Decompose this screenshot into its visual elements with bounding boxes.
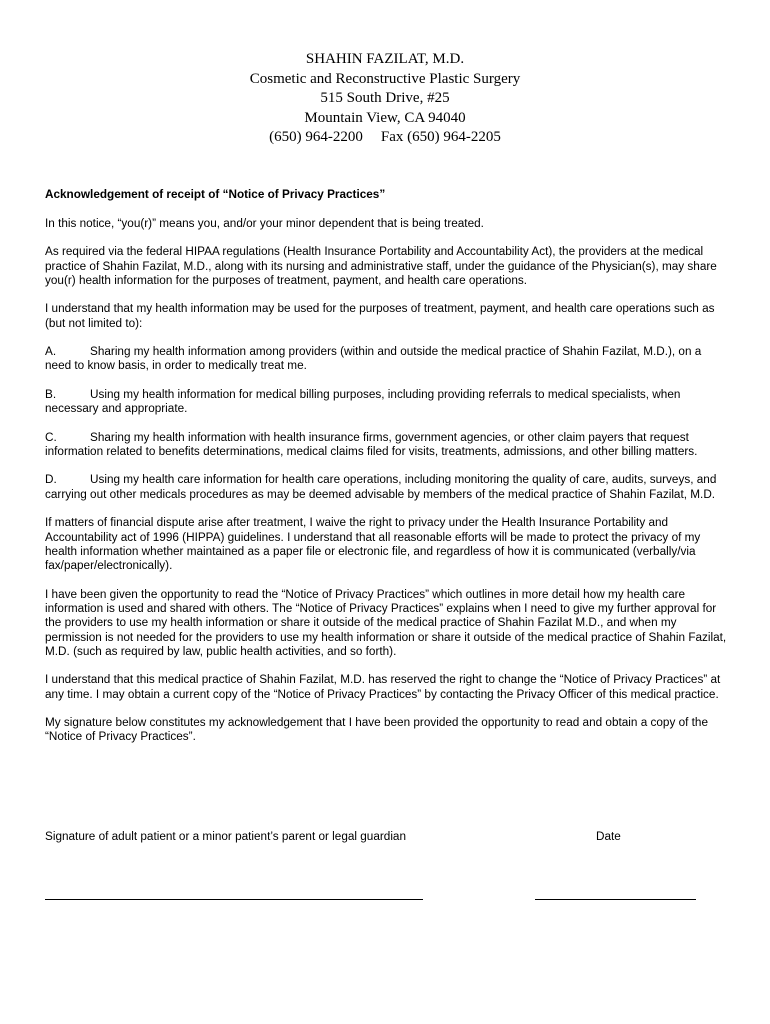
list-item-letter: D. (45, 473, 57, 487)
signature-label: Signature of adult patient or a minor patient’s parent or legal guardian (45, 830, 407, 843)
practice-specialty: Cosmetic and Reconstructive Plastic Surgery (249, 70, 521, 87)
list-item-text: Sharing my health information with health insurance firms, government agencies, or other claim payers that request information related to benefits determinations, medical claims filed for visits, treatments, admissions, and other billing matters. (45, 430, 698, 458)
list-item-text: Sharing my health information among providers (within and outside the medical practice of Shahin Fazilat, M.D.), on a need to know basis, in order to medically treat me. (45, 345, 702, 373)
fax-number: Fax (650) 964-2205 (380, 129, 501, 145)
right-to-change-paragraph: I understand that this medical practice of Shahin Fazilat, M.D. has reserved the right to change the “Notice of Privacy Practices” at any time. I may obtain a current copy of the “Notice of Privacy Practices” by contacting the Privacy Officer of this medical practice. (45, 673, 721, 701)
physician-name: SHAHIN FAZILAT, M.D. (305, 51, 465, 67)
signature-line[interactable] (45, 899, 423, 900)
signature-statement-paragraph: My signature below constitutes my acknowledgement that I have been provided the opportunity to read and obtain a copy of the “Notice of Privacy Practices”. (45, 716, 708, 744)
document-body (45, 188, 727, 759)
notice-opportunity-paragraph: I have been given the opportunity to read the “Notice of Privacy Practices” which outlines in more detail how my health care information is used and shared with others. The “Notice of Privacy Practices” explains when I need to give my further approval for the providers to use my health information or share it outside of the medical practice of Shahin Fazilat M.D., and when my permission is not needed for the providers to use my health information or share it outside of the medical practice of Shahin Fazilat, M.D. (such as required by law, public health activities, and so forth). (45, 587, 727, 658)
list-item-text: Using my health information for medical billing purposes, including providing referrals to medical specialists, when necessary and appropriate. (45, 387, 681, 416)
list-item (45, 388, 727, 417)
list-item-letter: C. (45, 430, 57, 444)
address-line-1: 515 South Drive, #25 (320, 90, 450, 106)
list-item-text: Using my health care information for health care operations, including monitoring the quality of care, audits, surveys, and carrying out other medicals procedures as may be deemed advisable by members of the medical practice of Shahin Fazilat, M.D. (45, 473, 717, 501)
list-item (45, 431, 727, 460)
list-item (45, 473, 727, 502)
date-line[interactable] (535, 899, 696, 900)
hipaa-paragraph: As required via the federal HIPAA regulations (Health Insurance Portability and Accountability Act), the providers at the medical practice of Shahin Fazilat, M.D., along with its nursing and administrative staff, under the guidance of the Physician(s), may share you(r) health information for the purposes of treatment, payment, and health care operations. (45, 245, 717, 287)
date-label: Date (596, 830, 621, 843)
financial-dispute-paragraph: If matters of financial dispute arise after treatment, I waive the right to privacy under the Health Insurance Portability and Accountability act of 1996 (HIPPA) guidelines. I understand that all reasonable efforts will be made to protect the privacy of my health information whether maintained as a paper file or electronic file, and regardless of how it is communicated (verbally/via fax/paper/electronically). (45, 516, 701, 573)
contact-line (0, 128, 770, 148)
document-heading: Acknowledgement of receipt of “Notice of Privacy Practices” (45, 188, 386, 201)
intro-paragraph: In this notice, “you(r)” means you, and/or your minor dependent that is being treated. (45, 216, 484, 230)
health-info-use-paragraph: I understand that my health information may be used for the purposes of treatment, payment, and health care operations such as (but not limited to): (45, 302, 715, 330)
address-line-2: Mountain View, CA 94040 (304, 109, 466, 126)
letterhead (0, 50, 770, 148)
phone-number: (650) 964-2200 (269, 129, 363, 145)
list-item-letter: A. (45, 345, 57, 359)
list-item (45, 345, 727, 374)
list-item-letter: B. (45, 387, 57, 401)
